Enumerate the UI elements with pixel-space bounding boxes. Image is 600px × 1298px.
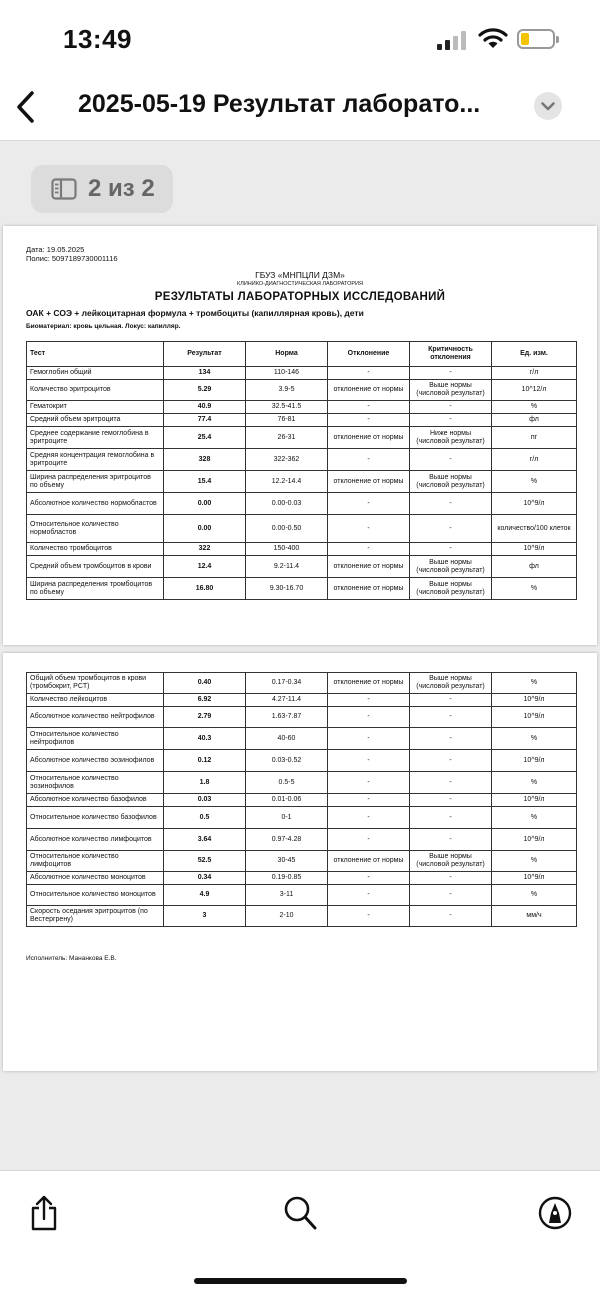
cell-unit: % — [492, 885, 577, 906]
cell-unit: 10^9/л — [492, 493, 577, 515]
cell-criticality: - — [410, 694, 492, 707]
title-menu-button[interactable] — [534, 92, 562, 120]
cell-criticality: - — [410, 906, 492, 927]
table-row — [27, 556, 577, 578]
col-result: Результат — [164, 342, 246, 367]
chevron-down-icon — [534, 92, 562, 120]
cell-norm: 26-31 — [246, 427, 328, 449]
cell-result: 25.4 — [164, 427, 246, 449]
document-page-2[interactable] — [3, 653, 597, 1071]
cell-result: 77.4 — [164, 414, 246, 427]
table-row — [27, 851, 577, 872]
cell-deviation: отклонение от нормы — [328, 471, 410, 493]
cell-result: 0.12 — [164, 750, 246, 772]
cell-test: Скорость оседания эритроцитов (по Вестергрену) — [27, 906, 164, 927]
table-row — [27, 543, 577, 556]
cell-deviation: - — [328, 750, 410, 772]
doc-biomaterial: Биоматериал: кровь цельная. Локус: капилляр. — [26, 323, 181, 330]
cell-test: Средний объем эритроцита — [27, 414, 164, 427]
cell-norm: 76-81 — [246, 414, 328, 427]
doc-heading: РЕЗУЛЬТАТЫ ЛАБОРАТОРНЫХ ИССЛЕДОВАНИЙ — [154, 291, 446, 303]
sidebar-thumbnails-icon — [51, 178, 77, 200]
cell-norm: 0.00-0.50 — [246, 515, 328, 543]
back-chevron-icon[interactable] — [12, 89, 42, 125]
cell-norm: 40-60 — [246, 728, 328, 750]
status-time: 13:49 — [63, 24, 132, 54]
cell-unit: % — [492, 807, 577, 829]
cell-criticality: - — [410, 493, 492, 515]
cell-result: 0.00 — [164, 493, 246, 515]
nav-bar — [0, 75, 600, 141]
results-table-page-1 — [26, 341, 577, 600]
cell-result: 15.4 — [164, 471, 246, 493]
markup-icon[interactable] — [538, 1195, 572, 1231]
table-row — [27, 772, 577, 794]
cell-norm: 0.03-0.52 — [246, 750, 328, 772]
cellular-signal-icon — [437, 30, 467, 50]
cell-norm: 3-11 — [246, 885, 328, 906]
table-row — [27, 906, 577, 927]
document-title[interactable]: 2025-05-19 Результат лаборато... — [78, 90, 481, 118]
cell-norm: 110-146 — [246, 367, 328, 380]
doc-subtitle: ОАК + СОЭ + лейкоцитарная формула + тромбоциты (капиллярная кровь), дети — [26, 308, 364, 318]
cell-unit: количество/100 клеток — [492, 515, 577, 543]
cell-criticality: - — [410, 414, 492, 427]
cell-norm: 322-362 — [246, 449, 328, 471]
table-row — [27, 807, 577, 829]
cell-norm: 2-10 — [246, 906, 328, 927]
cell-deviation: - — [328, 906, 410, 927]
cell-deviation: - — [328, 493, 410, 515]
col-deviation: Отклонение — [328, 342, 410, 367]
cell-test: Относительное количество эозинофилов — [27, 772, 164, 794]
col-unit: Ед. изм. — [492, 342, 577, 367]
cell-result: 52.5 — [164, 851, 246, 872]
cell-unit: % — [492, 772, 577, 794]
cell-test: Количество тромбоцитов — [27, 543, 164, 556]
cell-criticality: - — [410, 367, 492, 380]
table-row — [27, 380, 577, 401]
cell-test: Ширина распределения тромбоцитов по объему — [27, 578, 164, 600]
cell-criticality: - — [410, 449, 492, 471]
cell-result: 0.40 — [164, 673, 246, 694]
cell-unit: 10^9/л — [492, 829, 577, 851]
cell-unit: г/л — [492, 449, 577, 471]
cell-unit: фл — [492, 414, 577, 427]
wifi-icon — [478, 26, 508, 50]
cell-unit: г/л — [492, 367, 577, 380]
cell-result: 134 — [164, 367, 246, 380]
search-icon[interactable] — [283, 1195, 317, 1231]
cell-result: 3.64 — [164, 829, 246, 851]
table-row — [27, 427, 577, 449]
cell-norm: 4.27-11.4 — [246, 694, 328, 707]
cell-test: Абсолютное количество эозинофилов — [27, 750, 164, 772]
page-indicator-button[interactable] — [31, 165, 173, 213]
cell-unit: 10^9/л — [492, 872, 577, 885]
cell-result: 16.80 — [164, 578, 246, 600]
table-row — [27, 673, 577, 694]
table-row — [27, 401, 577, 414]
cell-criticality: - — [410, 728, 492, 750]
cell-test: Относительное количество нормобластов — [27, 515, 164, 543]
cell-unit: % — [492, 471, 577, 493]
cell-unit: % — [492, 673, 577, 694]
table-row — [27, 750, 577, 772]
cell-deviation: отклонение от нормы — [328, 673, 410, 694]
cell-result: 0.00 — [164, 515, 246, 543]
cell-criticality: - — [410, 794, 492, 807]
cell-unit: % — [492, 401, 577, 414]
page-indicator-label: 2 из 2 — [88, 175, 155, 202]
cell-result: 40.9 — [164, 401, 246, 414]
table-row — [27, 872, 577, 885]
cell-criticality: - — [410, 872, 492, 885]
cell-criticality: - — [410, 707, 492, 728]
battery-icon — [517, 29, 555, 49]
doc-date: Дата: 19.05.2025 — [26, 245, 85, 254]
home-indicator[interactable] — [194, 1278, 407, 1284]
table-row — [27, 578, 577, 600]
cell-deviation: - — [328, 414, 410, 427]
cell-norm: 0-1 — [246, 807, 328, 829]
cell-deviation: - — [328, 401, 410, 414]
cell-result: 322 — [164, 543, 246, 556]
cell-norm: 0.17-0.34 — [246, 673, 328, 694]
cell-deviation: - — [328, 885, 410, 906]
doc-org: ГБУЗ «МНПЦЛИ ДЗМ» — [255, 270, 345, 280]
cell-criticality: Выше нормы (числовой результат) — [410, 556, 492, 578]
cell-result: 0.34 — [164, 872, 246, 885]
cell-unit: фл — [492, 556, 577, 578]
cell-result: 0.03 — [164, 794, 246, 807]
cell-test: Средняя концентрация гемоглобина в эритроците — [27, 449, 164, 471]
cell-deviation: отклонение от нормы — [328, 578, 410, 600]
table-row — [27, 493, 577, 515]
cell-criticality: - — [410, 750, 492, 772]
cell-test: Абсолютное количество нормобластов — [27, 493, 164, 515]
cell-deviation: - — [328, 794, 410, 807]
cell-test: Общий объем тромбоцитов в крови (тромбокрит, PCT) — [27, 673, 164, 694]
share-icon[interactable] — [27, 1195, 61, 1231]
table-row — [27, 515, 577, 543]
cell-deviation: - — [328, 694, 410, 707]
cell-test: Количество лейкоцитов — [27, 694, 164, 707]
results-table-page-2 — [26, 672, 577, 927]
cell-unit: мм/ч — [492, 906, 577, 927]
table-row — [27, 471, 577, 493]
cell-deviation: - — [328, 707, 410, 728]
table-row — [27, 794, 577, 807]
cell-norm: 150-400 — [246, 543, 328, 556]
col-test: Тест — [27, 342, 164, 367]
table-row — [27, 367, 577, 380]
cell-criticality: - — [410, 885, 492, 906]
cell-unit: % — [492, 728, 577, 750]
cell-norm: 30-45 — [246, 851, 328, 872]
table-header-row — [27, 342, 577, 367]
cell-test: Абсолютное количество моноцитов — [27, 872, 164, 885]
cell-criticality: Ниже нормы (числовой результат) — [410, 427, 492, 449]
cell-criticality: Выше нормы (числовой результат) — [410, 471, 492, 493]
doc-lab: КЛИНИКО-ДИАГНОСТИЧЕСКАЯ ЛАБОРАТОРИЯ — [237, 281, 363, 287]
cell-deviation: - — [328, 872, 410, 885]
cell-test: Абсолютное количество лимфоцитов — [27, 829, 164, 851]
cell-criticality: Выше нормы (числовой результат) — [410, 380, 492, 401]
cell-deviation: - — [328, 543, 410, 556]
cell-test: Гемоглобин общий — [27, 367, 164, 380]
table-row — [27, 414, 577, 427]
bottom-toolbar — [0, 1170, 600, 1298]
cell-result: 3 — [164, 906, 246, 927]
cell-deviation: - — [328, 807, 410, 829]
cell-norm: 0.5-5 — [246, 772, 328, 794]
cell-test: Относительное количество моноцитов — [27, 885, 164, 906]
cell-test: Количество эритроцитов — [27, 380, 164, 401]
cell-deviation: - — [328, 449, 410, 471]
cell-result: 2.79 — [164, 707, 246, 728]
cell-test: Абсолютное количество нейтрофилов — [27, 707, 164, 728]
cell-result: 1.8 — [164, 772, 246, 794]
cell-deviation: - — [328, 515, 410, 543]
cell-criticality: Выше нормы (числовой результат) — [410, 673, 492, 694]
table-row — [27, 728, 577, 750]
cell-criticality: - — [410, 515, 492, 543]
cell-result: 6.92 — [164, 694, 246, 707]
cell-result: 40.3 — [164, 728, 246, 750]
cell-criticality: Выше нормы (числовой результат) — [410, 851, 492, 872]
cell-norm: 0.97-4.28 — [246, 829, 328, 851]
col-criticality: Критичность отклонения — [410, 342, 492, 367]
cell-norm: 32.5-41.5 — [246, 401, 328, 414]
cell-unit: % — [492, 851, 577, 872]
cell-unit: 10^9/л — [492, 794, 577, 807]
cell-criticality: Выше нормы (числовой результат) — [410, 578, 492, 600]
cell-test: Относительное количество базофилов — [27, 807, 164, 829]
cell-criticality: - — [410, 772, 492, 794]
cell-unit: пг — [492, 427, 577, 449]
status-bar — [0, 0, 600, 75]
table-row — [27, 707, 577, 728]
cell-norm: 9.2-11.4 — [246, 556, 328, 578]
cell-norm: 0.01-0.06 — [246, 794, 328, 807]
cell-norm: 1.63-7.87 — [246, 707, 328, 728]
document-page-1[interactable] — [3, 226, 597, 645]
cell-norm: 0.19-0.85 — [246, 872, 328, 885]
cell-result: 328 — [164, 449, 246, 471]
table-row — [27, 829, 577, 851]
cell-test: Относительное количество лимфоцитов — [27, 851, 164, 872]
cell-criticality: - — [410, 829, 492, 851]
cell-test: Ширина распределения эритроцитов по объему — [27, 471, 164, 493]
cell-result: 12.4 — [164, 556, 246, 578]
cell-deviation: отклонение от нормы — [328, 427, 410, 449]
cell-deviation: - — [328, 728, 410, 750]
table-row — [27, 885, 577, 906]
cell-criticality: - — [410, 807, 492, 829]
doc-policy: Полис: 5097189730001116 — [26, 254, 118, 263]
cell-deviation: - — [328, 772, 410, 794]
cell-norm: 0.00-0.03 — [246, 493, 328, 515]
cell-deviation: - — [328, 829, 410, 851]
cell-unit: 10^9/л — [492, 707, 577, 728]
cell-norm: 3.9-5 — [246, 380, 328, 401]
cell-test: Относительное количество нейтрофилов — [27, 728, 164, 750]
cell-norm: 9.30-16.70 — [246, 578, 328, 600]
cell-unit: 10^9/л — [492, 750, 577, 772]
cell-unit: % — [492, 578, 577, 600]
table-row — [27, 449, 577, 471]
table-row — [27, 694, 577, 707]
doc-performer: Исполнитель: Мананкова Е.В. — [26, 955, 117, 962]
cell-criticality: - — [410, 543, 492, 556]
col-norm: Норма — [246, 342, 328, 367]
cell-test: Средний объем тромбоцитов в крови — [27, 556, 164, 578]
cell-unit: 10^9/л — [492, 543, 577, 556]
cell-test: Абсолютное количество базофилов — [27, 794, 164, 807]
cell-norm: 12.2-14.4 — [246, 471, 328, 493]
cell-test: Гематокрит — [27, 401, 164, 414]
cell-test: Среднее содержание гемоглобина в эритроците — [27, 427, 164, 449]
cell-result: 5.29 — [164, 380, 246, 401]
cell-deviation: - — [328, 367, 410, 380]
cell-deviation: отклонение от нормы — [328, 851, 410, 872]
cell-result: 4.9 — [164, 885, 246, 906]
cell-result: 0.5 — [164, 807, 246, 829]
cell-unit: 10^9/л — [492, 694, 577, 707]
cell-criticality: - — [410, 401, 492, 414]
cell-deviation: отклонение от нормы — [328, 380, 410, 401]
cell-deviation: отклонение от нормы — [328, 556, 410, 578]
cell-unit: 10^12/л — [492, 380, 577, 401]
